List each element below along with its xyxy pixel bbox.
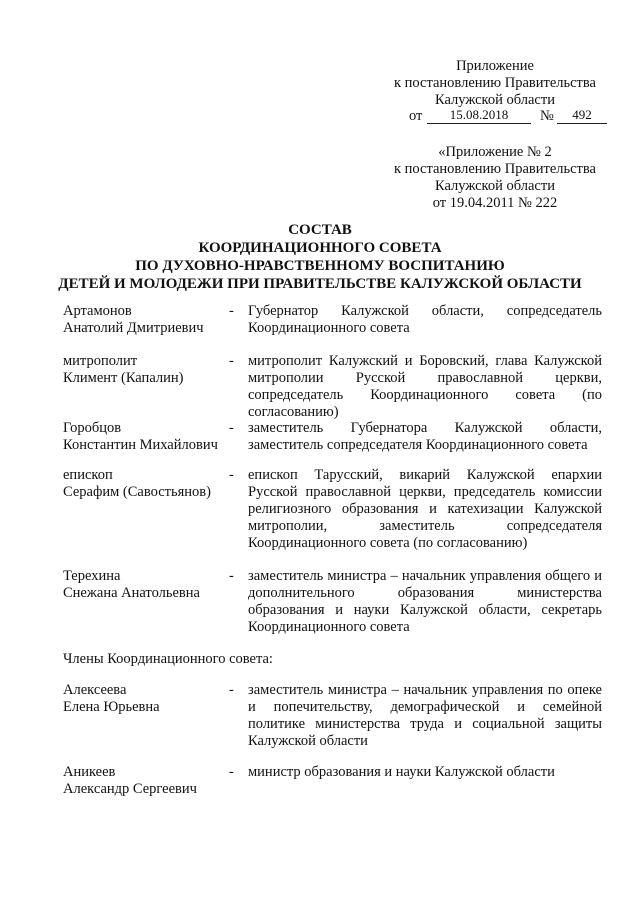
member-name-line1: епископ — [63, 467, 113, 483]
separator-dash: - — [229, 467, 234, 483]
member-name-line2: Климент (Капалин) — [63, 370, 184, 386]
member-name — [63, 682, 233, 716]
annex-reference — [385, 144, 605, 212]
member-name-line1: Алексеева — [63, 682, 127, 698]
annex-reference-line1: «Приложение № 2 — [438, 144, 552, 160]
title-line1: СОСТАВ — [288, 222, 352, 238]
member-role: Губернатор Калужской области, сопредседатель Координационного совета — [248, 303, 602, 336]
members-section-label: Члены Координационного совета: — [63, 651, 273, 667]
annex-reference-line2: к постановлению Правительства — [394, 161, 596, 177]
annex-reference-line4: от 19.04.2011 № 222 — [432, 195, 558, 211]
member-name-line1: митрополит — [63, 353, 138, 369]
member-name-line2: Елена Юрьевна — [63, 699, 160, 715]
separator-dash: - — [229, 303, 234, 319]
member-name — [63, 303, 233, 337]
date-field: 15.08.2018 — [427, 106, 531, 124]
title-line3: ПО ДУХОВНО-НРАВСТВЕННОМУ ВОСПИТАНИЮ — [135, 258, 505, 274]
annex-region: Калужской области — [435, 92, 555, 108]
document-title — [0, 221, 640, 293]
member-name-line2: Снежана Анатольевна — [63, 585, 200, 601]
separator-dash: - — [229, 420, 234, 436]
member-name — [63, 420, 233, 454]
annex-header — [385, 58, 605, 109]
annex-title: Приложение — [456, 58, 534, 74]
date-prefix: от — [409, 108, 423, 124]
member-role: заместитель министра – начальник управления по опеке и попечительству, демографической и семейной политике министерства труда и социальной защиты Калужской области — [248, 682, 602, 749]
member-name — [63, 467, 233, 501]
member-role: епископ Тарусский, викарий Калужской епархии Русской православной церкви, председатель комиссии религиозного образования и катехизации Калужской митрополии, заместитель сопредседателя Координационного совета (по согласованию) — [248, 467, 602, 551]
separator-dash: - — [229, 353, 234, 369]
member-role: митрополит Калужский и Боровский, глава Калужской митрополии Русской православной церкви, сопредседатель Координационного совета (по согласованию) — [248, 353, 602, 420]
member-name-line2: Александр Сергеевич — [63, 781, 197, 797]
separator-dash: - — [229, 764, 234, 780]
member-name-line2: Константин Михайлович — [63, 437, 218, 453]
member-name — [63, 568, 233, 602]
member-name — [63, 764, 233, 798]
member-name-line1: Горобцов — [63, 420, 122, 436]
member-name-line1: Терехина — [63, 568, 121, 584]
member-name-line2: Серафим (Савостьянов) — [63, 484, 211, 500]
member-role: заместитель министра – начальник управления общего и дополнительного образования министерства образования и науки Калужской области, секретарь Координационного совета — [248, 568, 602, 635]
annex-to: к постановлению Правительства — [394, 75, 596, 91]
number-prefix: № — [540, 108, 554, 124]
title-line2: КООРДИНАЦИОННОГО СОВЕТА — [198, 240, 442, 256]
member-role: заместитель Губернатора Калужской области, заместитель сопредседателя Координационного совета — [248, 420, 602, 453]
member-role: министр образования и науки Калужской области — [248, 764, 555, 780]
separator-dash: - — [229, 682, 234, 698]
separator-dash: - — [229, 568, 234, 584]
annex-reference-line3: Калужской области — [435, 178, 555, 194]
member-name — [63, 353, 233, 387]
member-name-line1: Артамонов — [63, 303, 132, 319]
title-line4: ДЕТЕЙ И МОЛОДЕЖИ ПРИ ПРАВИТЕЛЬСТВЕ КАЛУЖСКОЙ ОБЛАСТИ — [58, 276, 582, 292]
member-name-line2: Анатолий Дмитриевич — [63, 320, 204, 336]
number-field: 492 — [557, 106, 607, 124]
member-name-line1: Аникеев — [63, 764, 116, 780]
